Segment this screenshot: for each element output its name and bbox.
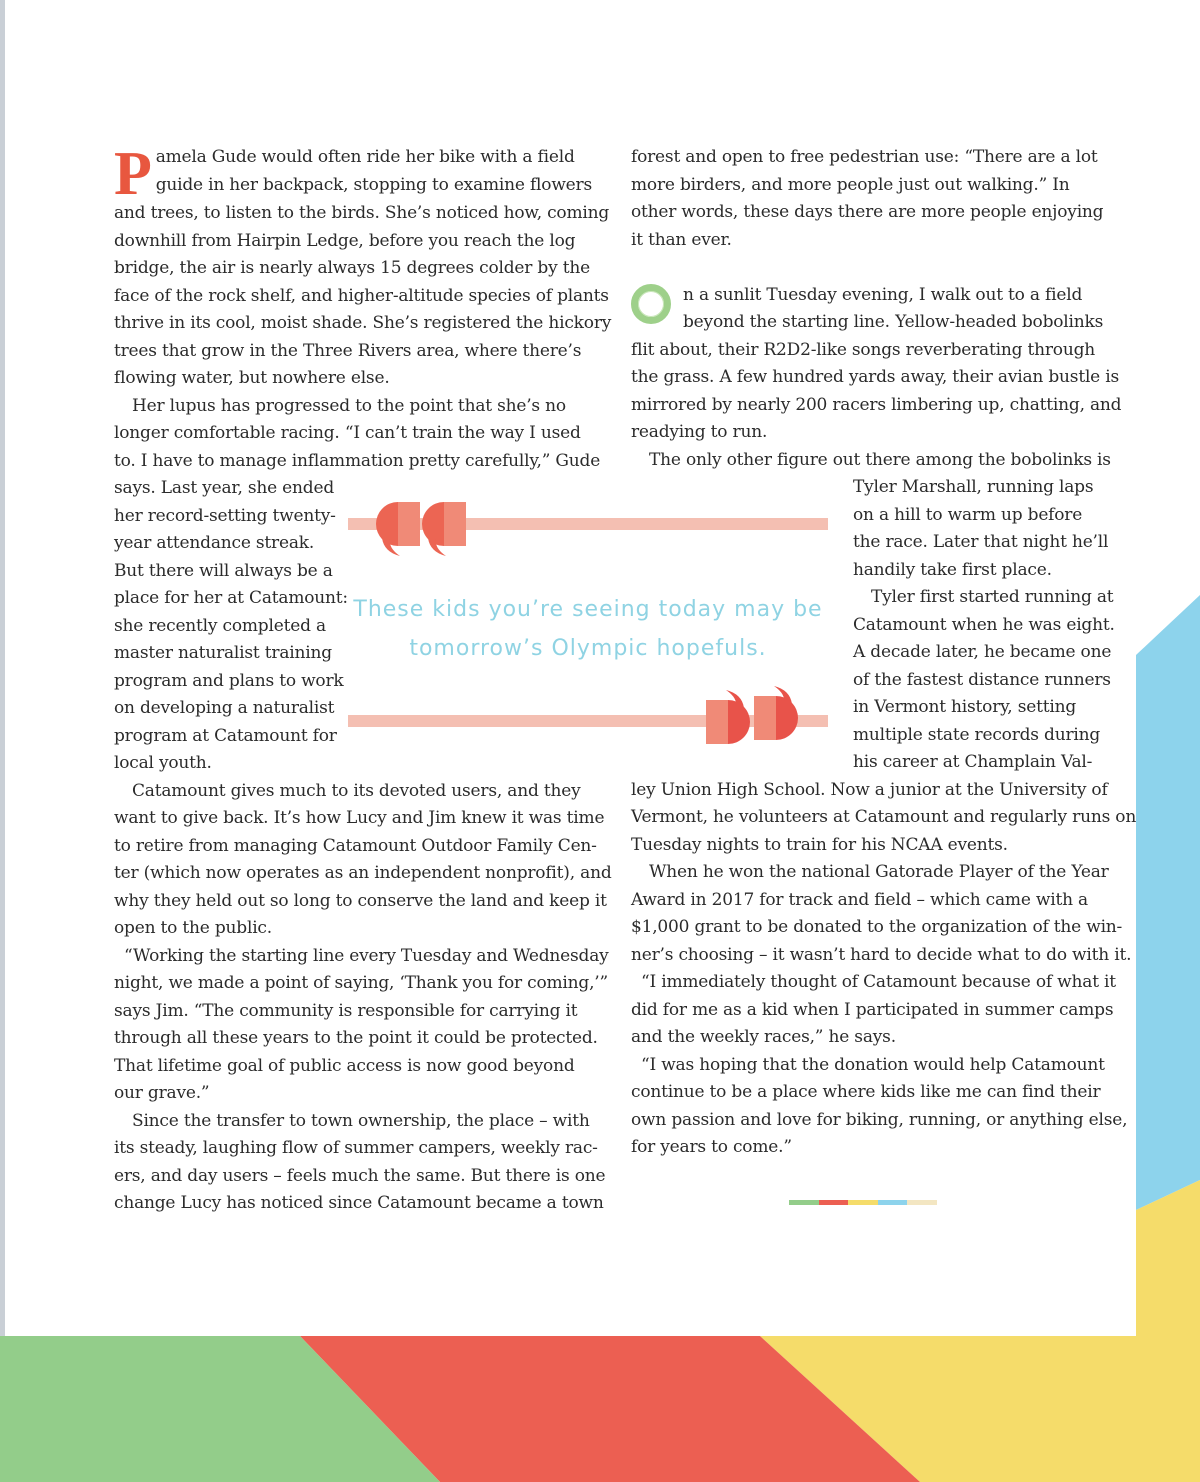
text-line: year attendance streak. <box>114 533 315 553</box>
text-line: why they held out so long to conserve the land and keep it <box>114 890 607 911</box>
text-line: change Lucy has noticed since Catamount became a town <box>114 1193 604 1213</box>
text-line: $1,000 grant to be donated to the organization of the win- <box>631 917 1123 937</box>
text-line: continue to be a place where kids like me can find their <box>631 1082 1101 1102</box>
text-line: says Jim. “The community is responsible for carrying it <box>114 1000 578 1021</box>
text-line: ter (which now operates as an independent nonprofit), and <box>114 863 612 883</box>
text-line: Her lupus has progressed to the point that she’s no <box>132 395 566 416</box>
paragraph-4 <box>114 943 609 1108</box>
text-line: Vermont, he volunteers at Catamount and regularly runs on <box>631 807 1137 827</box>
text-line: Catamount gives much to its devoted users, and they <box>132 780 581 801</box>
pull-quote-line: tomorrow’s Olympic hopefuls. <box>409 636 767 661</box>
text-line: master naturalist training <box>114 643 332 663</box>
text-line: it than ever. <box>631 229 732 250</box>
text-line: in Vermont history, setting <box>853 697 1077 717</box>
text-line: A decade later, he became one <box>853 642 1112 662</box>
divider-red <box>819 1200 849 1205</box>
text-line: local youth. <box>114 753 212 773</box>
text-line: open to the public. <box>114 918 272 938</box>
paragraph-r1 <box>631 144 1104 254</box>
pull-quote <box>348 490 828 750</box>
text-line: mirrored by nearly 200 racers limbering up, chatting, and <box>631 394 1122 415</box>
text-line: other words, these days there are more people enjoying <box>631 202 1104 222</box>
text-line: bridge, the air is nearly always 15 degrees colder by the <box>114 258 590 278</box>
text-line: face of the rock shelf, and higher-altitude species of plants <box>114 285 609 306</box>
text-line: Catamount when he was eight. <box>853 614 1115 635</box>
text-line: ers, and day users – feels much the same. But there is one <box>114 1165 606 1186</box>
text-line: the race. Later that night he’ll <box>853 532 1109 552</box>
text-line: on developing a naturalist <box>114 698 335 718</box>
divider-cream <box>907 1200 937 1205</box>
text-line: want to give back. It’s how Lucy and Jim knew it was time <box>114 808 605 828</box>
text-line: more birders, and more people just out walking.” In <box>631 174 1070 195</box>
text-line: to retire from managing Catamount Outdoor Family Cen- <box>114 835 597 856</box>
text-line: The only other figure out there among the bobolinks is <box>649 449 1111 470</box>
text-line: guide in her backpack, stopping to examine flowers <box>155 174 592 195</box>
text-line: forest and open to free pedestrian use: “There are a lot <box>631 147 1098 167</box>
text-line: Tyler first started running at <box>871 587 1114 607</box>
text-line: program at Catamount for <box>114 725 337 746</box>
text-line: amela Gude would often ride her bike with a field <box>155 147 575 167</box>
text-line: ley Union High School. Now a junior at the University of <box>631 779 1108 800</box>
end-divider <box>789 1200 937 1205</box>
paragraph-r7 <box>631 1052 1128 1162</box>
text-line: trees that grow in the Three Rivers area, where there’s <box>114 340 582 361</box>
text-line: longer comfortable racing. “I can’t train the way I used <box>114 423 581 443</box>
paragraph-r6 <box>631 969 1116 1052</box>
drop-cap-p: P <box>114 140 152 208</box>
text-line: to. I have to manage inflammation pretty carefully,” Gude <box>114 450 601 471</box>
text-line: and the weekly races,” he says. <box>631 1027 896 1047</box>
text-line: beyond the starting line. Yellow-headed bobolinks <box>683 312 1104 332</box>
paragraph-3 <box>114 778 612 943</box>
paragraph-r2 <box>631 282 1122 447</box>
text-line: downhill from Hairpin Ledge, before you reach the log <box>114 230 576 251</box>
text-line: its steady, laughing flow of summer campers, weekly rac- <box>114 1138 598 1158</box>
text-line: flit about, their R2D2-like songs reverberating through <box>631 339 1096 360</box>
paragraph-1 <box>114 140 612 393</box>
text-line: readying to run. <box>631 422 768 442</box>
text-line: night, we made a point of saying, ‘Thank you for coming,’” <box>114 973 608 993</box>
text-line: “Working the starting line every Tuesday and Wednesday <box>124 945 609 966</box>
pull-quote-text <box>348 590 828 668</box>
divider-yellow <box>848 1200 878 1205</box>
text-line: own passion and love for biking, running, or anything else, <box>631 1109 1128 1130</box>
text-line: Tyler Marshall, running laps <box>853 477 1094 497</box>
text-line: ner’s choosing – it wasn’t hard to decide what to do with it. <box>631 944 1132 965</box>
text-line: his career at Champlain Val- <box>853 752 1093 772</box>
paragraph-5 <box>114 1108 606 1218</box>
text-line: “I was hoping that the donation would help Catamount <box>641 1054 1105 1075</box>
text-line: When he won the national Gatorade Player of the Year <box>649 862 1109 882</box>
text-line: Tuesday nights to train for his NCAA events. <box>631 834 1008 855</box>
text-line: Since the transfer to town ownership, the place – with <box>132 1110 590 1131</box>
text-line: That lifetime goal of public access is now good beyond <box>114 1055 575 1076</box>
text-line: flowing water, but nowhere else. <box>114 368 390 388</box>
text-line: and trees, to listen to the birds. She’s noticed how, coming <box>114 203 610 223</box>
text-line: the grass. A few hundred yards away, their avian bustle is <box>631 367 1120 387</box>
divider-green <box>789 1200 819 1205</box>
text-line: did for me as a kid when I participated in summer camps <box>631 999 1114 1020</box>
text-line: multiple state records during <box>853 724 1101 745</box>
pull-quote-line: These kids you’re seeing today may be <box>353 597 823 622</box>
text-line: through all these years to the point it could be protected. <box>114 1028 598 1048</box>
text-line: she recently completed a <box>114 615 326 636</box>
blue-block <box>1136 595 1200 1210</box>
drop-cap-o-ring <box>631 284 671 324</box>
text-line: program and plans to work <box>114 670 344 691</box>
text-line: her record-setting twenty- <box>114 505 336 526</box>
text-line: of the fastest distance runners <box>853 669 1111 690</box>
text-line: handily take first place. <box>853 559 1052 580</box>
text-line: says. Last year, she ended <box>114 478 335 498</box>
text-line: thrive in its cool, moist shade. She’s registered the hickory <box>114 313 612 333</box>
text-line: our grave.” <box>114 1083 210 1103</box>
text-line: on a hill to warm up before <box>853 504 1083 525</box>
text-line: Award in 2017 for track and field – which came with a <box>631 889 1088 910</box>
text-line: for years to come.” <box>631 1137 792 1157</box>
text-line: “I immediately thought of Catamount because of what it <box>641 972 1116 992</box>
text-line: place for her at Catamount: <box>114 588 348 608</box>
paragraph-r5 <box>631 859 1132 969</box>
divider-blue <box>878 1200 908 1205</box>
text-line: But there will always be a <box>114 560 333 581</box>
text-line: n a sunlit Tuesday evening, I walk out to a field <box>683 284 1083 305</box>
